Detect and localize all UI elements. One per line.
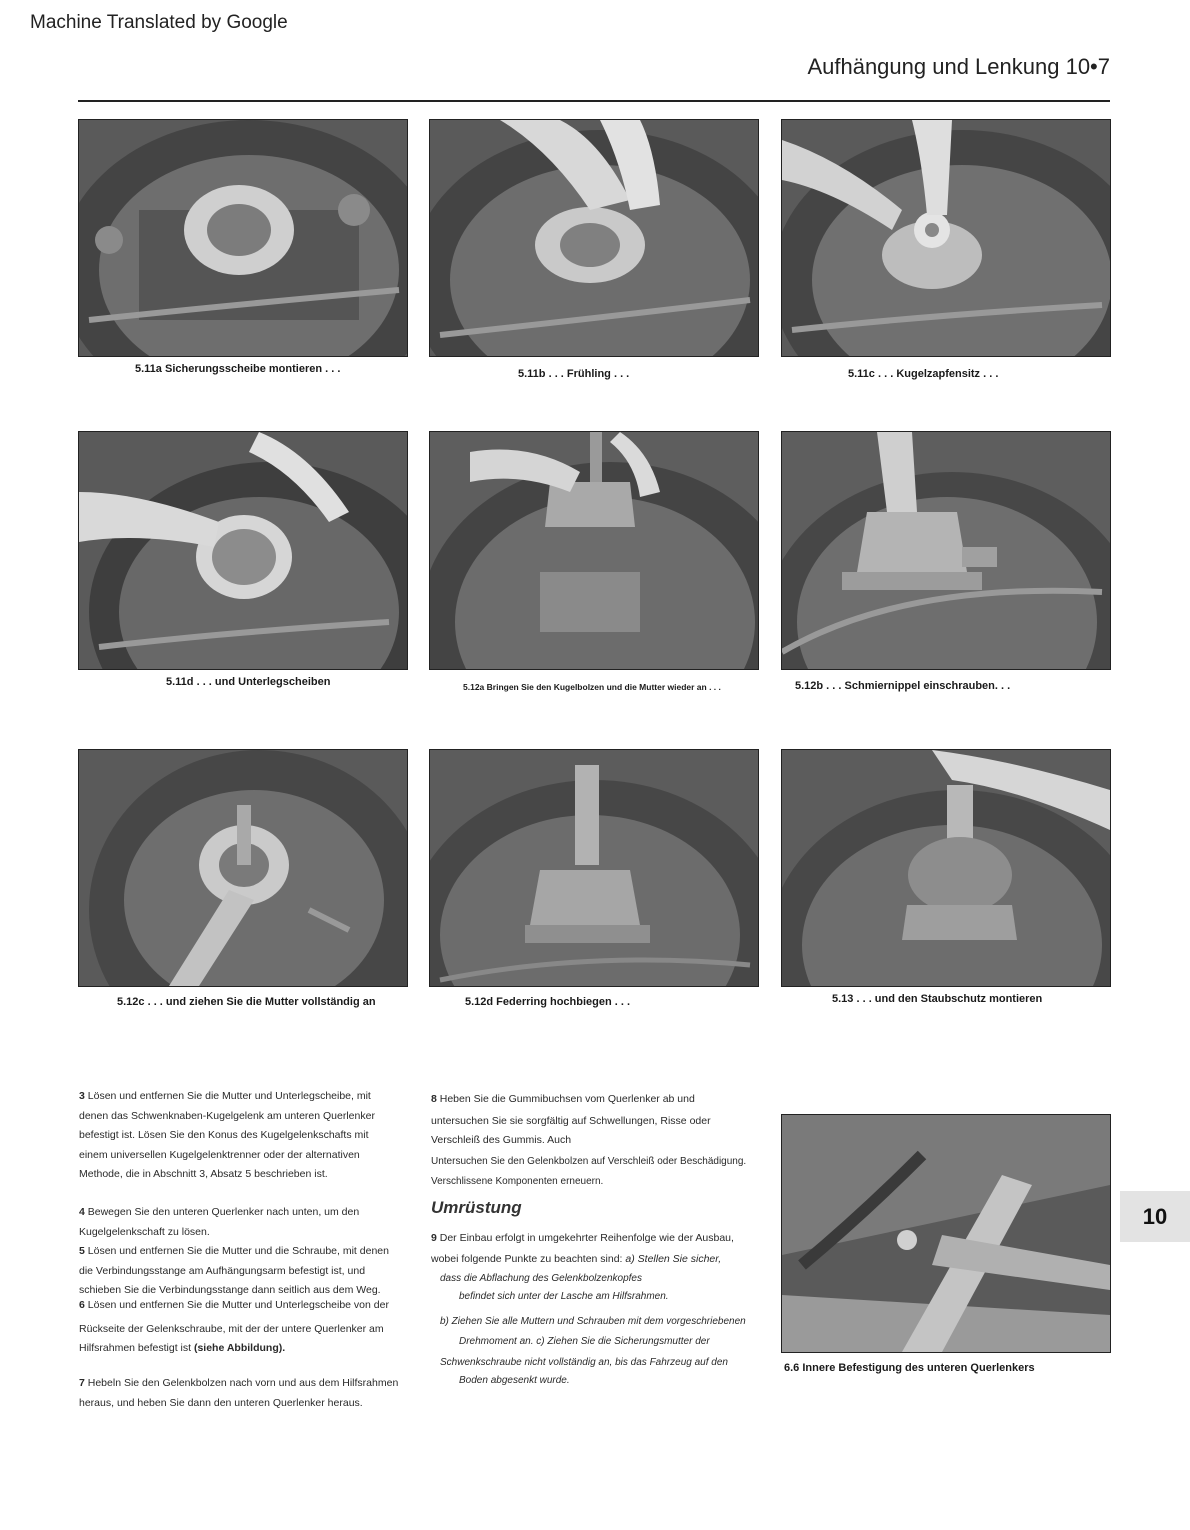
paragraph-4	[79, 1203, 359, 1242]
paragraph-number: 5	[79, 1245, 85, 1257]
paragraph-number: 9	[431, 1232, 437, 1244]
photo-5-11c-image	[782, 120, 1110, 356]
paragraph-5	[79, 1242, 389, 1301]
text-line: Methode, die in Abschnitt 3, Absatz 5 beschrieben ist.	[79, 1168, 328, 1180]
photo-5-12d-image	[430, 750, 758, 986]
photo-5-11d-image	[79, 432, 407, 669]
paragraph-8	[431, 1090, 711, 1151]
section-heading-umruestung: Umrüstung	[431, 1198, 522, 1217]
photo-5-12a	[429, 431, 759, 670]
caption-5-11a: 5.11a Sicherungsscheibe montieren . . .	[135, 363, 341, 375]
text-line: Untersuchen Sie den Gelenkbolzen auf Verschleiß oder Beschädigung.	[431, 1156, 747, 1167]
text-line: Hilfsrahmen befestigt ist	[79, 1342, 194, 1354]
paragraph-3	[79, 1087, 375, 1185]
photo-5-11c	[781, 119, 1111, 357]
caption-5-11c: 5.11c . . . Kugelzapfensitz . . .	[848, 368, 999, 380]
paragraph-8-continued	[431, 1152, 746, 1191]
figure-reference: (siehe Abbildung).	[193, 1342, 286, 1354]
text-line: schieben Sie die Verbindungsstange dann seitlich aus dem Weg.	[79, 1284, 381, 1296]
text-line: die Verbindungsstange am Aufhängungsarm befestigt ist, und	[79, 1264, 366, 1277]
caption-5-11b: 5.11b . . . Frühling . . .	[518, 368, 630, 380]
text-line: Rückseite der Gelenkschraube, mit der der untere Querlenker am	[79, 1322, 384, 1335]
paragraph-6	[79, 1296, 389, 1359]
paragraph-9	[431, 1229, 734, 1269]
text-line: Verschlissene Komponenten erneuern.	[431, 1175, 604, 1187]
photo-6-6	[781, 1114, 1111, 1353]
text-line: Hebeln Sie den Gelenkbolzen nach vorn und aus dem Hilfsrahmen	[84, 1377, 399, 1389]
text-line: b) Ziehen Sie alle Muttern und Schrauben mit dem vorgeschriebenen	[440, 1316, 746, 1327]
machine-translation-banner: Machine Translated by Google	[30, 12, 288, 33]
caption-5-12c: 5.12c . . . und ziehen Sie die Mutter vollständig an	[117, 996, 376, 1008]
caption-5-13: 5.13 . . . und den Staubschutz montieren	[832, 993, 1043, 1005]
caption-5-12d: 5.12d Federring hochbiegen . . .	[465, 996, 631, 1008]
photo-5-12a-image	[430, 432, 758, 669]
paragraph-9-list	[440, 1270, 746, 1390]
header-rule	[78, 100, 1110, 102]
text-line: Lösen und entfernen Sie die Mutter und die Schraube, mit denen	[84, 1245, 389, 1257]
photo-5-12c-image	[79, 750, 407, 986]
text-line: Drehmoment an. c) Ziehen Sie die Sicherungsmutter der	[459, 1336, 710, 1347]
text-line: denen das Schwenknaben-Kugelgelenk am unteren Querlenker	[79, 1109, 375, 1122]
text-line: Bewegen Sie den unteren Querlenker nach unten, um den	[84, 1206, 360, 1218]
caption-5-12a: 5.12a Bringen Sie den Kugelbolzen und die Mutter wieder an . . .	[463, 682, 721, 692]
paragraph-number: 3	[79, 1090, 85, 1102]
caption-6-6: 6.6 Innere Befestigung des unteren Querlenkers	[784, 1362, 1035, 1374]
photo-5-11b-image	[430, 120, 758, 356]
paragraph-number: 8	[431, 1093, 437, 1105]
text-line: wobei folgende Punkte zu beachten sind:	[431, 1252, 626, 1265]
text-line: Schwenkschraube nicht vollständig an, bis das Fahrzeug auf den	[440, 1357, 728, 1368]
chapter-tab: 10	[1120, 1191, 1190, 1242]
photo-6-6-image	[782, 1115, 1110, 1352]
text-line: Kugelgelenkschaft zu lösen.	[79, 1225, 210, 1238]
text-line: Heben Sie die Gummibuchsen vom Querlenker ab und	[436, 1093, 695, 1105]
photo-5-11b	[429, 119, 759, 357]
text-line: Der Einbau erfolgt in umgekehrter Reihenfolge wie der Ausbau,	[436, 1232, 734, 1244]
caption-5-12b: 5.12b . . . Schmiernippel einschrauben. . .	[795, 680, 1011, 692]
photo-5-13	[781, 749, 1111, 987]
photo-5-12c	[78, 749, 408, 987]
text-line: a) Stellen Sie sicher,	[625, 1252, 722, 1265]
text-line: dass die Abflachung des Gelenkbolzenkopfes	[440, 1273, 642, 1284]
text-line: Verschleiß des Gummis. Auch	[431, 1134, 572, 1146]
photo-5-12d	[429, 749, 759, 987]
photo-5-11a	[78, 119, 408, 357]
text-line: heraus, und heben Sie dann den unteren Querlenker heraus.	[79, 1396, 363, 1409]
text-line: Boden abgesenkt wurde.	[459, 1375, 570, 1386]
text-line: befindet sich unter der Lasche am Hilfsrahmen.	[459, 1291, 669, 1302]
paragraph-7	[79, 1374, 398, 1413]
paragraph-number: 7	[79, 1377, 85, 1389]
caption-5-11d: 5.11d . . . und Unterlegscheiben	[166, 676, 331, 688]
text-line: einem universellen Kugelgelenktrenner oder der alternativen	[79, 1148, 360, 1161]
text-line: befestigt ist. Lösen Sie den Konus des Kugelgelenkschafts mit	[79, 1129, 369, 1141]
photo-5-13-image	[782, 750, 1110, 986]
photo-5-12b	[781, 431, 1111, 670]
text-line: untersuchen Sie sie sorgfältig auf Schwellungen, Risse oder	[431, 1114, 711, 1127]
photo-5-11a-image	[79, 120, 407, 356]
page-header-title: Aufhängung und Lenkung 10•7	[807, 54, 1110, 79]
paragraph-number: 4	[79, 1206, 85, 1218]
text-line: Lösen und entfernen Sie die Mutter und Unterlegscheibe, mit	[84, 1090, 371, 1102]
paragraph-number: 6	[79, 1299, 85, 1311]
photo-5-12b-image	[782, 432, 1110, 669]
text-line: Lösen und entfernen Sie die Mutter und Unterlegscheibe von der	[84, 1299, 389, 1311]
photo-5-11d	[78, 431, 408, 670]
